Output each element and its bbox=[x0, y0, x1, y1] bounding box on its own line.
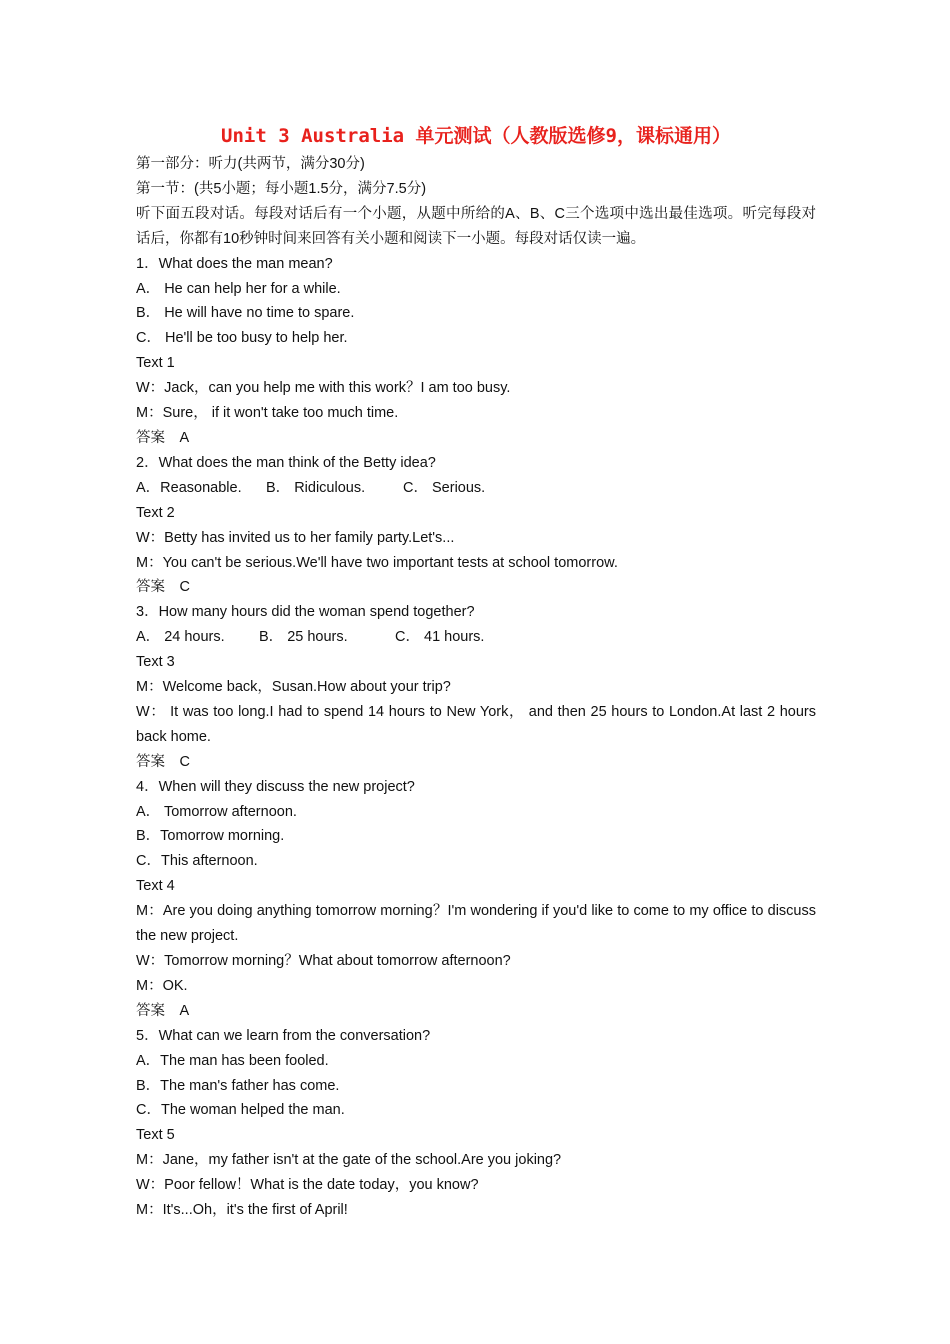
question-2: 2．What does the man think of the Betty idea? bbox=[136, 454, 436, 471]
dialogue-3-line-2: W： It was too long.I had to spend 14 hours to New York， and then 25 hours to London.At last 2 hours back home. bbox=[136, 703, 816, 745]
dialogue-2-line-2: M：You can't be serious.We'll have two important tests at school tomorrow. bbox=[136, 554, 618, 571]
document-title: Unit 3 Australia 单元测试（人教版选修9，课标通用） bbox=[221, 125, 731, 147]
instructions: 听下面五段对话。每段对话后有一个小题，从题中所给的A、B、C三个选项中选出最佳选项。听完每段对话后，你都有10秒钟时间来回答有关小题和阅读下一小题。每段对话仅读一遍。 bbox=[136, 205, 816, 247]
option-4a: A． Tomorrow afternoon. bbox=[136, 803, 297, 820]
option-1c: C． He'll be too busy to help her. bbox=[136, 330, 348, 347]
options-3 bbox=[136, 625, 816, 650]
question-5: 5．What can we learn from the conversation? bbox=[136, 1027, 431, 1044]
option-4c: C．This afternoon. bbox=[136, 853, 258, 870]
option-5a: A．The man has been fooled. bbox=[136, 1052, 329, 1069]
dialogue-1-line-1: W：Jack，can you help me with this work？I am too busy. bbox=[136, 380, 511, 397]
options-2 bbox=[136, 476, 816, 501]
question-3: 3．How many hours did the woman spend together? bbox=[136, 604, 475, 621]
dialogue-3-line-1: M：Welcome back，Susan.How about your trip? bbox=[136, 679, 451, 696]
question-4: 4．When will they discuss the new project? bbox=[136, 778, 415, 795]
answer-3: 答案 C bbox=[136, 753, 190, 770]
document-page bbox=[136, 122, 816, 1223]
option-1a: A． He can help her for a while. bbox=[136, 280, 341, 297]
option-4b: B．Tomorrow morning. bbox=[136, 828, 285, 845]
answer-4: 答案 A bbox=[136, 1002, 190, 1019]
option-3c: C． 41 hours. bbox=[395, 629, 485, 646]
option-2c: C． Serious. bbox=[403, 479, 486, 496]
answer-2: 答案 C bbox=[136, 579, 190, 596]
option-5b: B．The man's father has come. bbox=[136, 1077, 340, 1094]
option-3a: A． 24 hours. bbox=[136, 629, 225, 646]
option-1b: B． He will have no time to spare. bbox=[136, 305, 355, 322]
option-5c: C．The woman helped the man. bbox=[136, 1102, 345, 1119]
dialogue-5-line-1: M：Jane，my father isn't at the gate of the school.Are you joking? bbox=[136, 1152, 562, 1169]
option-2a: A．Reasonable. bbox=[136, 479, 242, 496]
text-label-3: Text 3 bbox=[136, 654, 175, 671]
option-2b: B． Ridiculous. bbox=[266, 479, 366, 496]
dialogue-4-line-3: M：OK. bbox=[136, 977, 188, 994]
text-label-4: Text 4 bbox=[136, 878, 175, 895]
text-label-2: Text 2 bbox=[136, 504, 175, 521]
dialogue-5-line-3: M：It's...Oh，it's the first of April! bbox=[136, 1202, 348, 1219]
dialogue-4-line-1: M：Are you doing anything tomorrow morning？I'm wondering if you'd like to come to my office to discuss the new project. bbox=[136, 903, 816, 945]
dialogue-5-line-2: W：Poor fellow！What is the date today，you know? bbox=[136, 1177, 479, 1194]
text-label-5: Text 5 bbox=[136, 1127, 175, 1144]
text-label-1: Text 1 bbox=[136, 355, 175, 372]
dialogue-1-line-2: M：Sure， if it won't take too much time. bbox=[136, 405, 399, 422]
dialogue-2-line-1: W：Betty has invited us to her family party.Let's... bbox=[136, 529, 455, 546]
question-1: 1．What does the man mean? bbox=[136, 255, 333, 272]
part-heading: 第一部分：听力(共两节，满分30分) bbox=[136, 156, 365, 172]
option-3b: B． 25 hours. bbox=[259, 629, 348, 646]
answer-1: 答案 A bbox=[136, 429, 190, 446]
section-heading: 第一节：(共5小题；每小题1.5分，满分7.5分) bbox=[136, 180, 427, 197]
dialogue-4-line-2: W：Tomorrow morning？What about tomorrow afternoon? bbox=[136, 953, 511, 969]
